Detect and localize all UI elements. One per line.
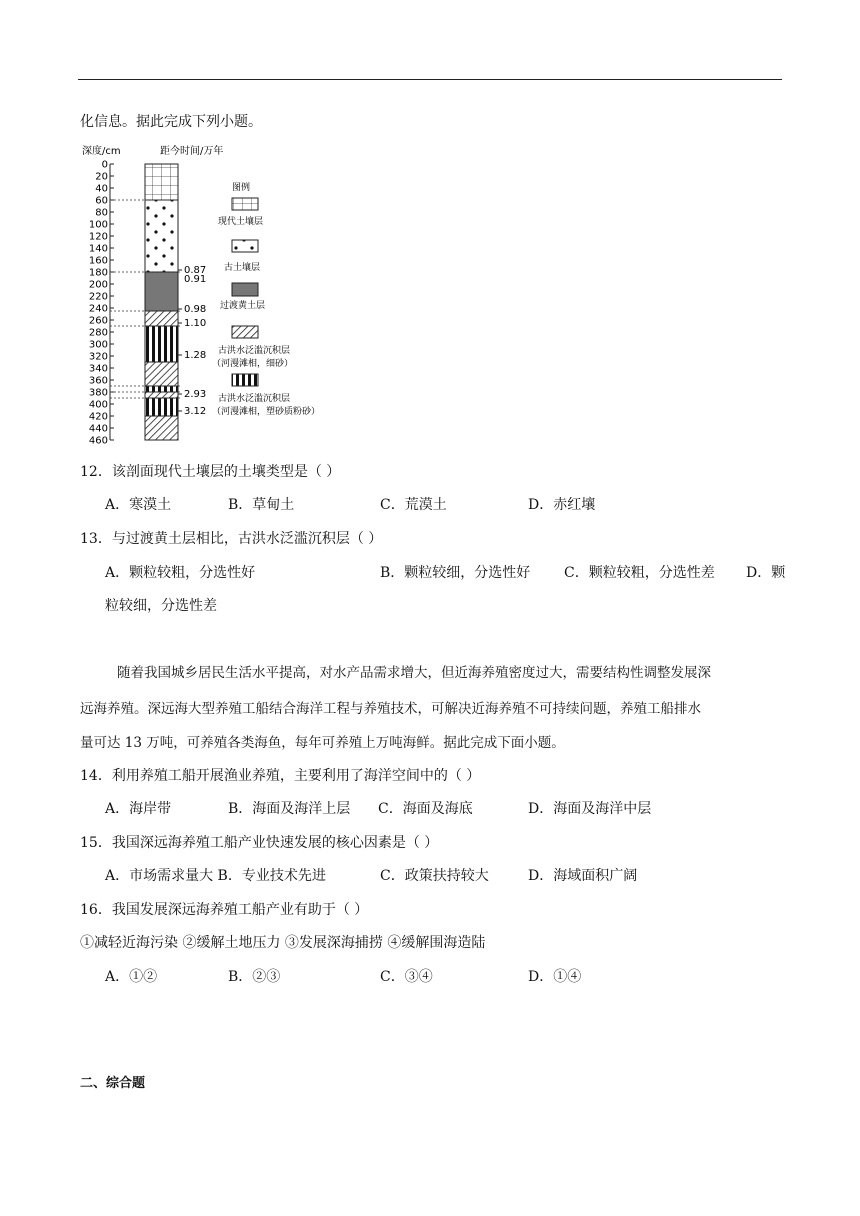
- depth-tick-label: 380: [88, 387, 108, 399]
- passage-line-3: 量可达 13 万吨，可养殖各类海鱼，每年可养殖上万吨海鲜。据此完成下面小题。: [80, 735, 565, 751]
- legend-label-3: 古洪水泛滥沉积层: [218, 346, 291, 356]
- depth-header: 深度/cm: [82, 146, 121, 157]
- depth-tick-label: 220: [88, 291, 108, 303]
- depth-tick-label: 20: [95, 171, 108, 183]
- depth-tick-label: 460: [88, 435, 108, 447]
- legend-sub-4: （河漫滩相，塑砂质粉砂）: [212, 407, 321, 417]
- depth-tick-label: 180: [88, 267, 108, 279]
- q16-option-a[interactable]: A．①②: [105, 969, 158, 985]
- time-header: 距今时间/万年: [160, 146, 224, 157]
- depth-tick-label: 280: [88, 327, 108, 339]
- depth-tick-label: 260: [88, 315, 108, 327]
- q15-option-ab[interactable]: A．市场需求量大 B．专业技术先进: [105, 868, 326, 884]
- time-label-3: 1.10: [184, 318, 207, 329]
- depth-tick-label: 300: [88, 339, 108, 351]
- q16-option-c[interactable]: C．③④: [380, 969, 433, 985]
- depth-tick-label: 140: [88, 243, 108, 255]
- q14-option-a[interactable]: A．海岸带: [105, 801, 172, 817]
- depth-tick-label: 0: [101, 159, 108, 171]
- legend-label-2: 过渡黄土层: [220, 301, 266, 311]
- time-label-4: 1.28: [184, 350, 207, 361]
- q12-stem: 12．该剖面现代土壤层的土壤类型是（ ）: [80, 464, 341, 480]
- time-label-1: 0.91: [184, 274, 207, 285]
- legend-sub-3: （河漫滩相，细砂）: [212, 359, 294, 369]
- depth-tick-label: 440: [88, 423, 108, 435]
- q12-option-d[interactable]: D．赤红壤: [528, 497, 596, 513]
- passage-line-2: 远海养殖。深远海大型养殖工船结合海洋工程与养殖技术，可解决近海养殖不可持续问题，养殖工船排水: [80, 701, 701, 717]
- legend-label-0: 现代土壤层: [218, 217, 264, 227]
- legend-title: 图例: [232, 183, 251, 193]
- time-label-6: 3.12: [184, 406, 207, 417]
- depth-tick-label: 120: [88, 231, 108, 243]
- stratigraphy-figure: [80, 140, 350, 448]
- depth-tick-label: 40: [95, 183, 108, 195]
- depth-tick-label: 160: [88, 255, 108, 267]
- depth-tick-label: 340: [88, 363, 108, 375]
- depth-tick-label: 60: [95, 195, 108, 207]
- q15-option-c[interactable]: C．政策扶持较大: [380, 868, 489, 884]
- q14-option-c[interactable]: C．海面及海底: [378, 801, 473, 817]
- depth-tick-label: 420: [88, 411, 108, 423]
- depth-tick-label: 200: [88, 279, 108, 291]
- q16-stem: 16．我国发展深远海养殖工船产业有助于（ ）: [80, 902, 369, 918]
- q16-option-b[interactable]: B．②③: [228, 969, 281, 985]
- intro-tail: 化信息。据此完成下列小题。: [80, 114, 262, 130]
- depth-tick-label: 240: [88, 303, 108, 315]
- q13-option-d-wrap: 粒较细，分选性差: [105, 598, 217, 614]
- depth-tick-label: 400: [88, 399, 108, 411]
- q13-option-a[interactable]: A．颗粒较粗，分选性好: [105, 565, 256, 581]
- time-label-2: 0.98: [184, 304, 207, 315]
- passage-line-1: 随着我国城乡居民生活水平提高，对水产品需求增大，但近海养殖密度过大，需要结构性调整发展深: [117, 665, 711, 681]
- q16-option-d[interactable]: D．①④: [528, 969, 582, 985]
- legend-label-1: 古土壤层: [224, 263, 261, 273]
- q14-stem: 14．利用养殖工船开展渔业养殖，主要利用了海洋空间中的（ ）: [80, 768, 481, 784]
- q15-option-d[interactable]: D．海域面积广阔: [528, 868, 638, 884]
- section-title: 二、综合题: [80, 1076, 146, 1091]
- q13-option-b[interactable]: B．颗粒较细，分选性好: [380, 565, 531, 581]
- strata-column: [145, 164, 178, 440]
- depth-tick-label: 360: [88, 375, 108, 387]
- header-rule: [78, 79, 782, 80]
- q13-option-d[interactable]: D．颗: [746, 565, 786, 581]
- q14-option-d[interactable]: D．海面及海洋中层: [528, 801, 652, 817]
- time-label-0: 0.87: [184, 265, 207, 276]
- q14-option-b[interactable]: B．海面及海洋上层: [228, 801, 351, 817]
- time-label-5: 2.93: [184, 389, 207, 400]
- legend-label-4: 古洪水泛滥沉积层: [218, 394, 291, 404]
- q12-option-c[interactable]: C．荒漠土: [380, 497, 447, 513]
- depth-tick-label: 80: [95, 207, 108, 219]
- q13-stem: 13．与过渡黄土层相比，古洪水泛滥沉积层（ ）: [80, 531, 383, 547]
- depth-tick-label: 320: [88, 351, 108, 363]
- q12-option-a[interactable]: A．寒漠土: [105, 497, 172, 513]
- legend: [212, 181, 320, 417]
- depth-tick-label: 100: [88, 219, 108, 231]
- q13-option-c[interactable]: C．颗粒较粗，分选性差: [564, 565, 715, 581]
- q15-stem: 15．我国深远海养殖工船产业快速发展的核心因素是（ ）: [80, 835, 439, 851]
- q12-option-b[interactable]: B．草甸土: [228, 497, 295, 513]
- q16-statements: ①减轻近海污染 ②缓解土地压力 ③发展深海捕捞 ④缓解围海造陆: [80, 935, 486, 951]
